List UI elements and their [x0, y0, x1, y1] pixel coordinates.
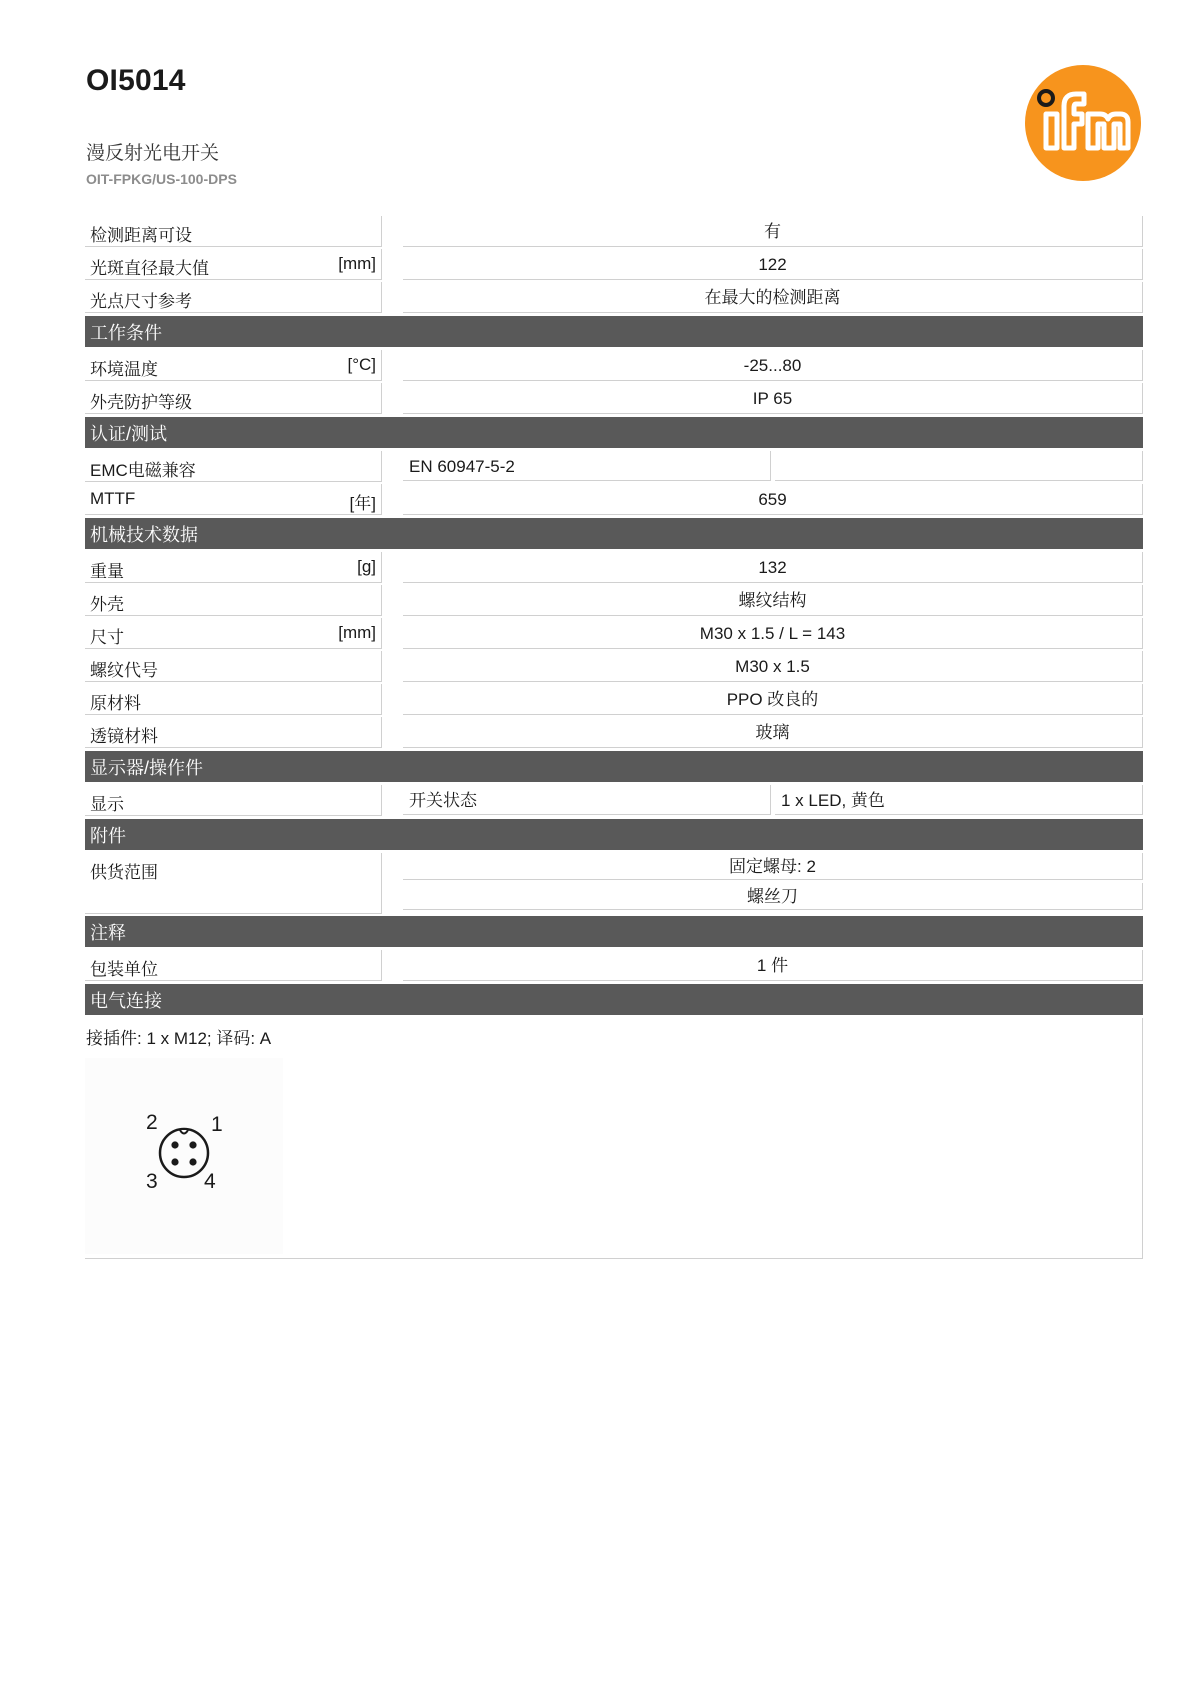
spec-value: M30 x 1.5: [403, 651, 1143, 682]
spec-row-display: [85, 785, 1143, 816]
spec-label: 包装单位: [90, 960, 158, 979]
section-header-approval: 认证/测试: [85, 417, 1143, 448]
pin-label-4: 4: [204, 1170, 216, 1193]
spec-row-protection: [85, 383, 1143, 414]
product-code: OIT-FPKG/US-100-DPS: [86, 171, 237, 187]
spec-value: EN 60947-5-2: [403, 451, 771, 481]
spec-row-lens-material: [85, 717, 1143, 748]
section-header-electrical: 电气连接: [85, 984, 1143, 1015]
spec-value: 螺纹结构: [403, 585, 1143, 616]
spec-value: PPO 改良的: [403, 684, 1143, 715]
spec-label: 光点尺寸参考: [90, 292, 192, 311]
spec-unit: [g]: [357, 557, 376, 576]
spec-value: M30 x 1.5 / L = 143: [403, 618, 1143, 649]
connector-description: 接插件: 1 x M12; 译码: A: [86, 1029, 272, 1048]
spec-label: 重量: [90, 562, 124, 581]
spec-value: 开关状态: [403, 785, 771, 815]
pin-label-1: 1: [211, 1113, 223, 1136]
spec-label: 检测距离可设: [90, 226, 192, 245]
spec-row-packaging-unit: [85, 950, 1143, 981]
section-header-mechanical: 机械技术数据: [85, 518, 1143, 549]
spec-label: 原材料: [90, 694, 141, 713]
pin-label-2: 2: [146, 1111, 158, 1134]
spec-value: 玻璃: [403, 717, 1143, 748]
spec-row-housing: [85, 585, 1143, 616]
spec-row-material: [85, 684, 1143, 715]
section-header-operating: 工作条件: [85, 316, 1143, 347]
spec-label: 显示: [90, 795, 124, 814]
spec-table: [85, 216, 1143, 1259]
spec-row-ambient-temp: [85, 350, 1143, 381]
spec-value: 有: [403, 216, 1143, 247]
spec-row-weight: [85, 552, 1143, 583]
spec-label: 外壳防护等级: [90, 393, 192, 412]
spec-label: 外壳: [90, 595, 124, 614]
section-header-accessories: 附件: [85, 819, 1143, 850]
spec-label: EMC电磁兼容: [90, 461, 196, 480]
spec-unit: [mm]: [338, 623, 376, 642]
product-title: OI5014: [86, 64, 186, 97]
spec-label: 供货范围: [90, 863, 158, 882]
spec-value: IP 65: [403, 383, 1143, 414]
spec-label: MTTF: [90, 489, 136, 508]
spec-value-secondary: [775, 451, 1143, 481]
product-subtitle: 漫反射光电开关: [86, 143, 220, 164]
spec-label: 环境温度: [90, 360, 158, 379]
spec-row-scope-of-delivery: [85, 853, 1143, 913]
pin-label-3: 3: [146, 1170, 158, 1193]
spec-unit: [°C]: [347, 355, 376, 374]
spec-value: 659: [403, 484, 1143, 515]
spec-label: 透镜材料: [90, 727, 158, 746]
spec-value: -25...80: [403, 350, 1143, 381]
spec-row-emc: [85, 451, 1143, 482]
spec-row-dimensions: [85, 618, 1143, 649]
ifm-logo: [1024, 64, 1142, 182]
spec-value: 在最大的检测距离: [403, 282, 1143, 313]
spec-value: 122: [403, 249, 1143, 280]
spec-value: 1 件: [403, 950, 1143, 981]
spec-label: 尺寸: [90, 628, 124, 647]
spec-label: 螺纹代号: [90, 661, 158, 680]
m12-pin-layout-icon: [85, 1058, 283, 1254]
section-header-remarks: 注释: [85, 916, 1143, 947]
spec-row-sensing-adjustable: [85, 216, 1143, 247]
spec-value: 固定螺母: 2: [403, 853, 1143, 880]
spec-value: 132: [403, 552, 1143, 583]
pin-diagram: [85, 1058, 283, 1254]
spec-label: 光斑直径最大值: [90, 259, 209, 278]
section-header-display: 显示器/操作件: [85, 751, 1143, 782]
electrical-connection-block: [85, 1018, 1143, 1259]
spec-unit: [mm]: [338, 254, 376, 273]
spec-row-thread: [85, 651, 1143, 682]
spec-value-secondary: 螺丝刀: [403, 883, 1143, 910]
spec-row-spot-diameter: [85, 249, 1143, 280]
spec-row-mttf: [85, 484, 1143, 515]
spec-value-secondary: 1 x LED, 黄色: [775, 785, 1143, 815]
spec-row-spot-reference: [85, 282, 1143, 313]
spec-unit: [年]: [349, 494, 376, 513]
